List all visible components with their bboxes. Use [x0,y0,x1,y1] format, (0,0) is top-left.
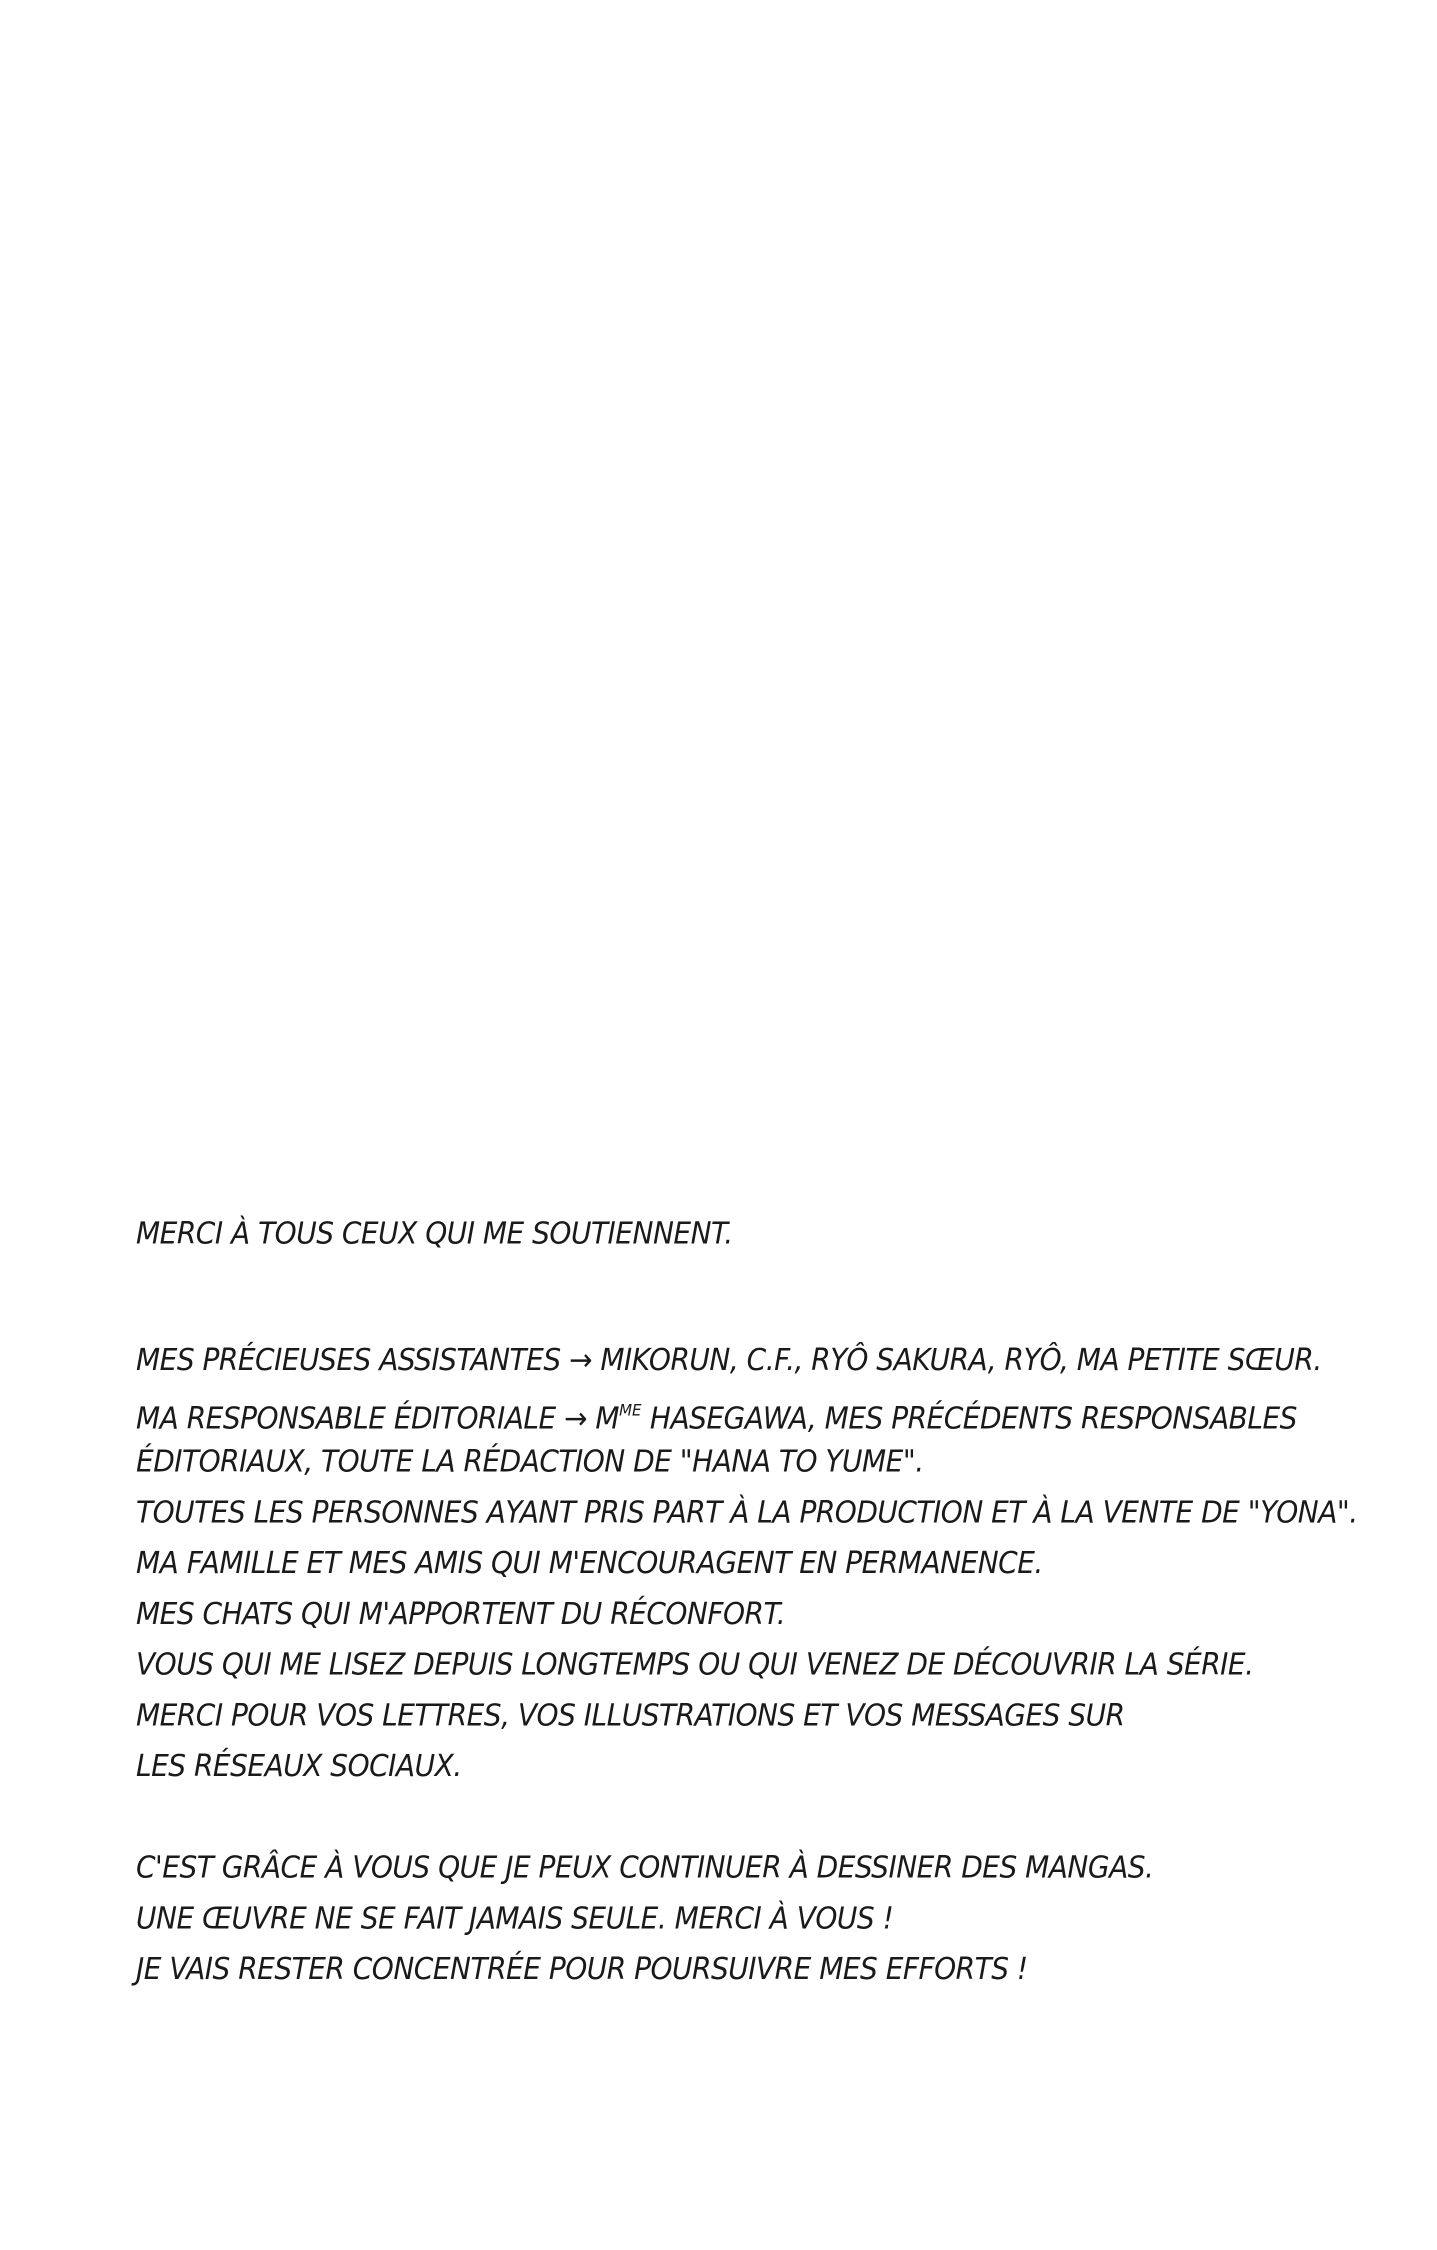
editorial-team-line: ÉDITORIAUX, TOUTE LA RÉDACTION DE "HANA TO YUME". [136,1443,924,1480]
editor-title-sup: ME [619,1400,642,1420]
closing-line-1: C'EST GRÂCE À VOUS QUE JE PEUX CONTINUER À DESSINER DES MANGAS. [136,1849,1154,1886]
production-line: TOUTES LES PERSONNES AYANT PRIS PART À LA PRODUCTION ET À LA VENTE DE "YONA". [136,1494,1358,1530]
editor-line [136,1385,1336,1436]
opening-line: MERCI À TOUS CEUX QUI ME SOUTIENNENT. [136,1215,733,1252]
cats-line: MES CHATS QUI M'APPORTENT DU RÉCONFORT. [136,1595,786,1632]
letters-line-2: LES RÉSEAUX SOCIAUX. [136,1748,462,1784]
acknowledgements-text [136,1208,1358,1994]
readers-line: VOUS QUI ME LISEZ DEPUIS LONGTEMPS OU QUI VENEZ DE DÉCOUVRIR LA SÉRIE. [136,1646,1254,1683]
letters-line-1: MERCI POUR VOS LETTRES, VOS ILLUSTRATIONS ET VOS MESSAGES SUR [136,1697,1125,1733]
closing-line-3: JE VAIS RESTER CONCENTRÉE POUR POURSUIVRE MES EFFORTS ! [136,1951,1028,1987]
editor-rest: HASEGAWA, MES PRÉCÉDENTS RESPONSABLES [641,1400,1297,1436]
closing-line-2: UNE ŒUVRE NE SE FAIT JAMAIS SEULE. MERCI À VOUS ! [136,1900,894,1936]
family-line: MA FAMILLE ET MES AMIS QUI M'ENCOURAGENT EN PERMANENCE. [136,1544,1043,1581]
assistants-line: MES PRÉCIEUSES ASSISTANTES → MIKORUN, C.F., RYÔ SAKURA, RYÔ, MA PETITE SŒUR. [136,1341,1322,1378]
editor-prefix: MA RESPONSABLE ÉDITORIALE → M [136,1400,620,1436]
